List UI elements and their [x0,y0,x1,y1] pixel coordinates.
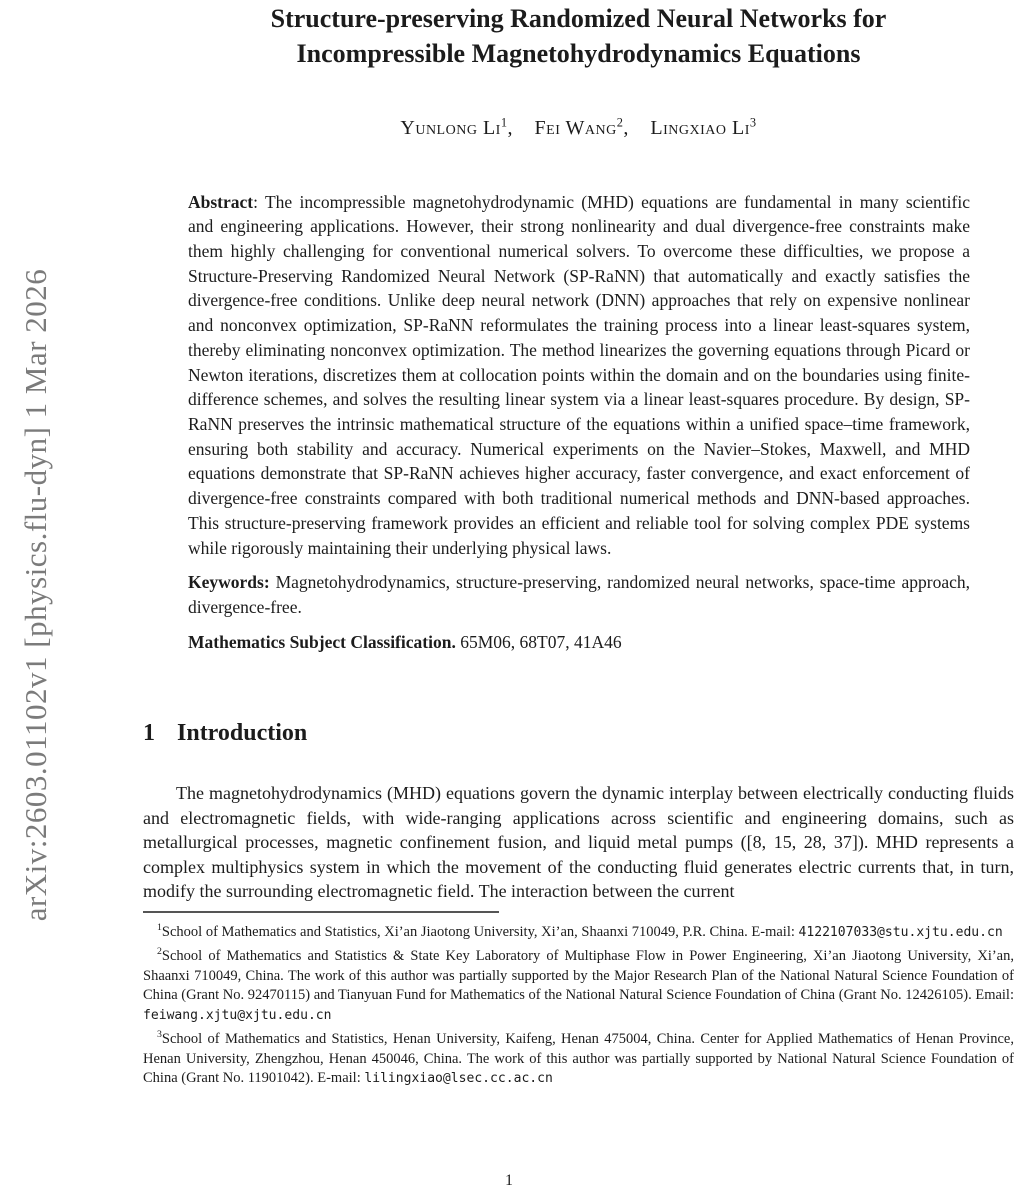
keywords-label: Keywords: [188,572,270,593]
author-1 [400,117,513,139]
author-3-name: Lingxiao Li [650,116,750,139]
arxiv-watermark: arXiv:2603.01102v1 [physics.flu-dyn] 1 Mar 2026 [18,268,53,922]
author-2-name: Fei Wang [534,116,617,139]
footnotes-block [143,918,1014,1089]
abstract-block [188,190,970,655]
page-number: 1 [505,1172,513,1189]
keywords-text: Magnetohydrodynamics, structure-preserving, randomized neural networks, space-time approach, divergence-free. [188,572,970,617]
author-1-affiliation-marker: 1 [500,115,508,129]
msc-paragraph [188,630,970,655]
footnote-1-text: School of Mathematics and Statistics, Xi’an Jiaotong University, Xi’an, Shaanxi 710049, P.R. China. E-mail: [161,923,799,940]
footnote-3-marker: 3 [157,1029,162,1041]
abstract-label: Abstract [188,191,254,212]
footnote-1 [143,918,1014,942]
footnote-2-email: feiwang.xjtu@xjtu.edu.cn [143,1007,332,1023]
author-1-name: Yunlong Li [400,116,501,139]
author-line [143,115,1014,140]
author-3 [650,117,756,139]
footnote-rule [143,911,499,913]
footnote-1-marker: 1 [157,921,162,933]
section-1-title: Introduction [177,720,308,747]
paper-title [143,0,1014,71]
section-1-number: 1 [143,720,155,747]
paper-title-line-1: Structure-preserving Randomized Neural Networks for [270,4,887,33]
keywords-paragraph [188,570,970,619]
author-3-affiliation-marker: 3 [749,115,757,129]
footnote-2-text: School of Mathematics and Statistics & State Key Laboratory of Multiphase Flow in Power Engineering, Xi’an Jiaotong University, Xi’an, Shaanxi 710049, China. The work of this author was partially supported by the Major Research Plan of the National Natural Science Foundation of China (Grant No. 92470115) and Tianyuan Fund for Mathematics of the National Natural Science Foundation of China (Grant No. 12426105). Email: [143,948,1014,1004]
footnote-1-email: 4122107033@stu.xjtu.edu.cn [798,924,1003,940]
msc-label: Mathematics Subject Classification. [188,631,456,652]
author-2-separator: , [623,116,629,139]
author-1-separator: , [507,116,514,139]
paper-title-line-2: Incompressible Magnetohydrodynamics Equations [296,39,861,68]
footnote-3-email: lilingxiao@lsec.cc.ac.cn [364,1071,553,1087]
abstract-paragraph [188,190,970,561]
footnote-3-text: School of Mathematics and Statistics, Henan University, Kaifeng, Henan 475004, China. Center for Applied Mathematics of Henan Province, Henan University, Zhengzhou, Henan 450046, China. The work of this author was partially supported by National Natural Science Foundation of China (Grant No. 11901042). E-mail: [143,1031,1014,1087]
footnote-2-marker: 2 [157,946,162,958]
intro-paragraph: The magnetohydrodynamics (MHD) equations govern the dynamic interplay between electrically conducting fluids and electromagnetic fields, with wide-ranging applications across scientific and engineering domains, such as metallurgical processes, magnetic confinement fusion, and liquid metal pumps ([8, 15, 28, 37]). MHD represents a complex multiphysics system in which the movement of the conducting fluid generates electric currents that, in turn, modify the surrounding electromagnetic field. The interaction between the current [143,783,1014,902]
footnote-3 [143,1025,1014,1089]
footnote-2 [143,942,1014,1025]
author-2 [535,117,629,139]
abstract-text: The incompressible magnetohydrodynamic (MHD) equations are fundamental in many scientific and engineering applications. However, their strong nonlinearity and dual divergence-free constraints make them highly challenging for conventional numerical solvers. To overcome these difficulties, we propose a Structure-Preserving Randomized Neural Network (SP-RaNN) that automatically and exactly satisfies the divergence-free conditions. Unlike deep neural network (DNN) approaches that rely on expensive nonlinear and nonconvex optimization, SP-RaNN reformulates the training process into a linear least-squares system, thereby eliminating nonconvex optimization. The method linearizes the governing equations through Picard or Newton iterations, discretizes them at collocation points within the domain and on the boundaries using finite-difference schemes, and solves the resulting linear system via a linear least-squares procedure. By design, SP-RaNN preserves the intrinsic mathematical structure of the equations within a unified space–time framework, ensuring both stability and accuracy. Numerical experiments on the Navier–Stokes, Maxwell, and MHD equations demonstrate that SP-RaNN achieves higher accuracy, faster convergence, and exact enforcement of divergence-free constraints compared with both traditional numerical methods and DNN-based approaches. This structure-preserving framework provides an efficient and reliable tool for solving complex PDE systems while rigorously maintaining their underlying physical laws. [188,191,970,558]
abstract-label-separator: : [253,191,258,212]
section-1-heading [143,720,1014,747]
author-2-affiliation-marker: 2 [616,115,624,129]
msc-text: 65M06, 68T07, 41A46 [460,631,622,652]
